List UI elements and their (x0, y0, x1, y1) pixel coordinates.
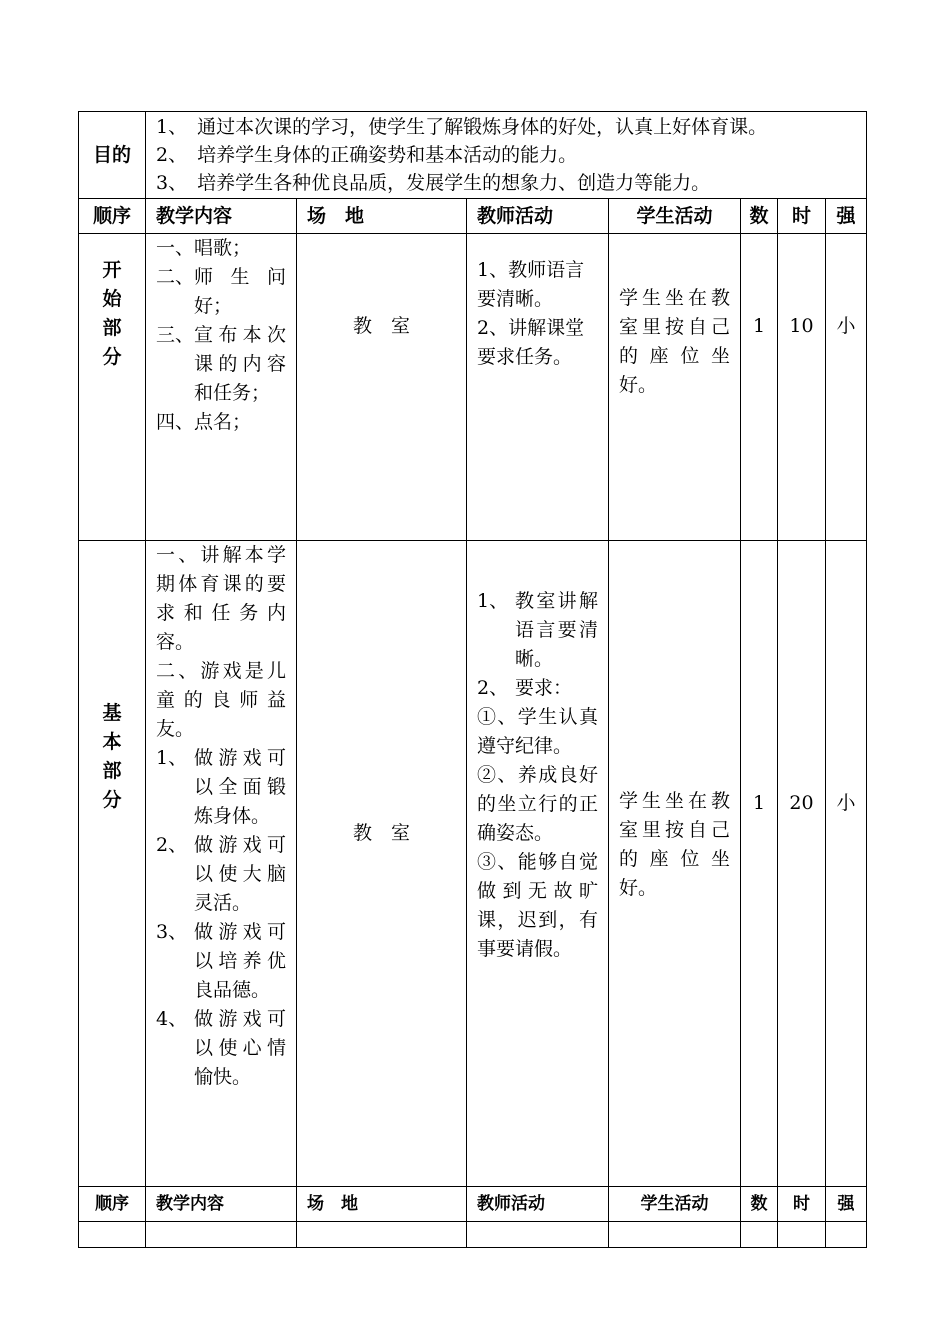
header2-teacher: 教师活动 (467, 1187, 609, 1222)
header-content: 教学内容 (146, 199, 297, 234)
header-order: 顺序 (79, 199, 146, 234)
list-item: 2、 要求： (477, 677, 573, 699)
header-teacher: 教师活动 (467, 199, 609, 234)
start-venue: 教 室 (297, 234, 467, 541)
start-count: 1 (741, 234, 778, 541)
header2-student: 学生活动 (609, 1187, 741, 1222)
header-row (79, 199, 867, 234)
goal-row (79, 112, 867, 199)
header-venue: 场 地 (297, 199, 467, 234)
list-item: 3、 做游戏可以培养优良品德。 (156, 921, 286, 1001)
list-item: 2、 做游戏可以使大脑灵活。 (156, 834, 286, 914)
main-count: 1 (741, 541, 778, 1248)
start-student: 学生坐在教室里按自己的座位坐好。 (609, 234, 741, 541)
start-section-row (79, 234, 867, 541)
main-student: 学生坐在教室里按自己的座位坐好。 (609, 541, 741, 1248)
header2-venue: 场 地 (297, 1187, 467, 1222)
list-item: 一、 唱歌； (156, 237, 252, 259)
start-intensity: 小 (826, 234, 867, 541)
main-teacher: 1、 教室讲解语言要清晰。 2、 要求： ①、学生认真遵守纪律。 ②、养成良好的坐立行的正确姿态。 ③、能够自觉做到无故旷课，迟到，有事要请假。 (467, 541, 609, 1248)
list-item: 四、 点名； (156, 411, 252, 433)
header-count: 数 (741, 199, 778, 234)
list-item: 1、 教室讲解语言要清晰。 (477, 590, 598, 670)
continuation-header-table (78, 1186, 867, 1222)
main-section-row (79, 541, 867, 1248)
header2-order: 顺序 (79, 1187, 146, 1222)
list-item: 1、 做游戏可以全面锻炼身体。 (156, 747, 286, 827)
main-venue: 教 室 (297, 541, 467, 1248)
header-time: 时 (778, 199, 826, 234)
start-content (146, 234, 297, 541)
main-time: 20 (778, 541, 826, 1248)
list-item: 4、 做游戏可以使心情愉快。 (156, 1008, 286, 1088)
header2-count: 数 (741, 1187, 778, 1222)
start-teacher: 1、教师语言要清晰。 2、讲解课堂要求任务。 (467, 234, 609, 541)
list-item: 二、 师生问好； (156, 266, 286, 317)
header2-time: 时 (778, 1187, 826, 1222)
header-student: 学生活动 (609, 199, 741, 234)
start-time: 10 (778, 234, 826, 541)
header2-content: 教学内容 (146, 1187, 297, 1222)
goal-label: 目的 (79, 112, 146, 199)
main-content: 一、讲解本学期体育课的要求和任务内容。 二、游戏是儿童的良师益友。 1、 做游戏可以全面锻炼身体。 2、 做游戏可以使大脑灵活。 3、 做游戏可以培养优良品德。 4、 做游戏可以使心情愉快。 (146, 541, 297, 1248)
goal-item: 2、 培养学生身体的正确姿势和基本活动的能力。 (156, 144, 578, 166)
section-label-main: 基 本 部 分 (79, 541, 146, 1248)
lesson-plan-table (78, 111, 867, 1248)
goal-item: 3、 培养学生各种优良品质，发展学生的想象力、创造力等能力。 (156, 172, 711, 194)
header-intensity: 强 (826, 199, 867, 234)
section-label-start: 开 始 部 分 (79, 234, 146, 541)
header-row-2 (79, 1187, 867, 1222)
main-intensity: 小 (826, 541, 867, 1248)
list-item: 三、 宣布本次课的内容和任务； (156, 324, 286, 404)
goal-item: 1、 通过本次课的学习，使学生了解锻炼身体的好处，认真上好体育课。 (156, 116, 768, 138)
goal-content (146, 112, 867, 199)
header2-intensity: 强 (826, 1187, 867, 1222)
